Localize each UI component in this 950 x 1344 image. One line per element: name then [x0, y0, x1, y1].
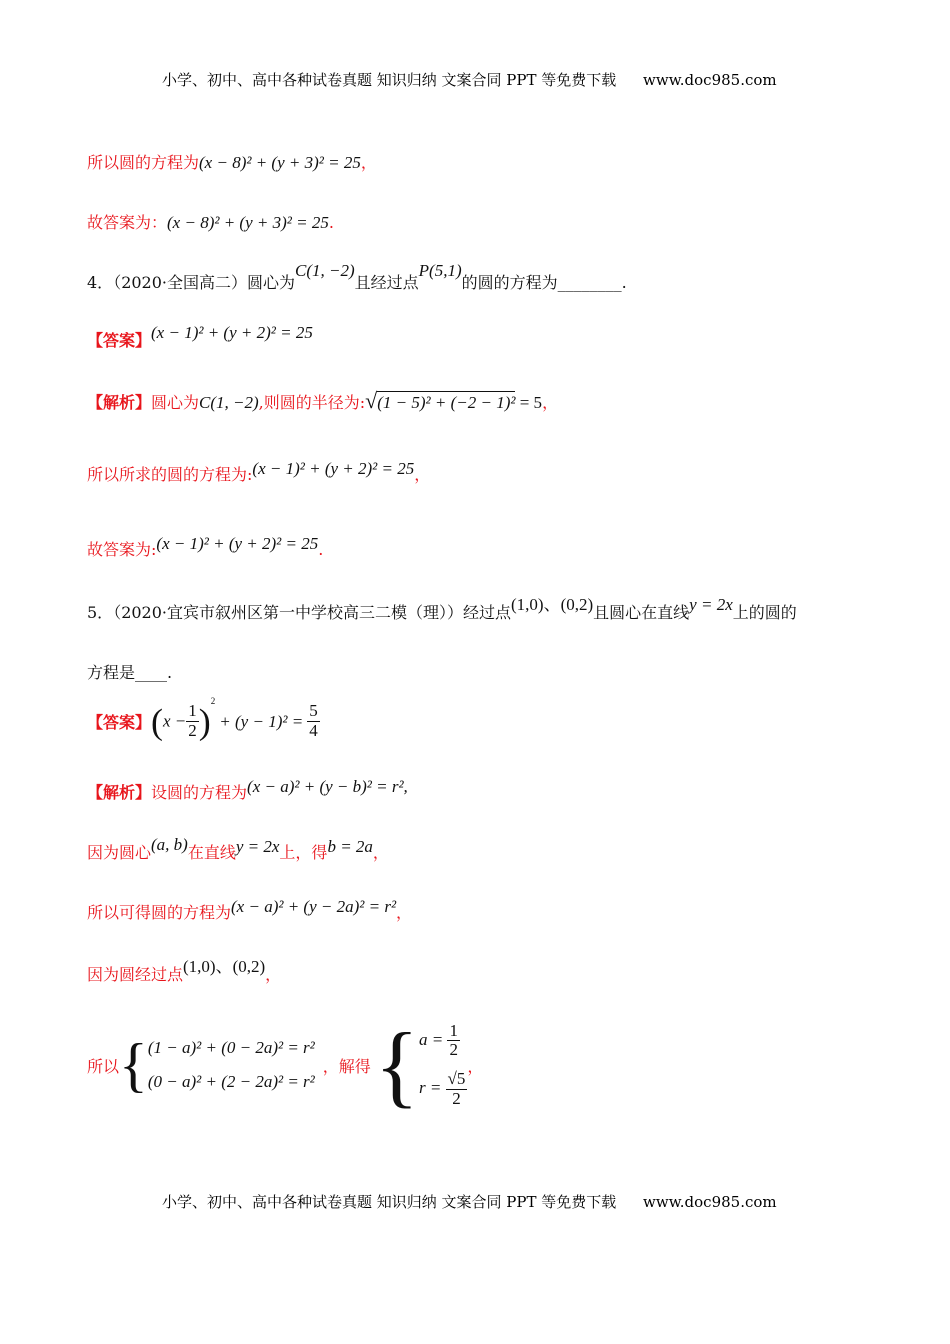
math-points: (1,0)、(0,2)	[511, 595, 594, 614]
line-text-2: 在直线	[187, 843, 236, 862]
punct: ，	[414, 465, 431, 484]
page-header	[162, 69, 777, 90]
math-expression: (x − a)² + (y − 2a)² = r²	[231, 897, 397, 916]
paren-left: (	[151, 701, 164, 742]
math-equation: b = 2a	[327, 837, 373, 856]
question-text-tail: 上的圆的	[732, 603, 797, 622]
math-expression: (x − a)² + (y − b)² = r²,	[247, 777, 408, 796]
punct: ，	[265, 965, 282, 984]
fraction-num: √5	[447, 1069, 466, 1088]
line-text: 设圆的方程为	[151, 783, 248, 802]
question-source: （2020·全国高二）圆心为	[113, 273, 295, 292]
question-text: 且圆心在直线	[593, 603, 690, 622]
question-text-tail: 的圆的方程为________.	[461, 273, 627, 292]
fraction-num: 1	[188, 701, 197, 721]
question-number: 4．	[87, 273, 114, 292]
math-expression: (x − 1)² + (y + 2)² = 25	[252, 459, 415, 478]
question-4	[87, 261, 627, 293]
solution-r	[419, 1070, 467, 1108]
fraction-radius	[307, 702, 320, 740]
analysis-label: 【解析】	[87, 393, 152, 412]
line-text-3: 上，得	[279, 843, 328, 862]
line-text-2: ,则圆的半径为:	[258, 393, 366, 412]
analysis-label: 【解析】	[87, 783, 152, 802]
line-text-2: ，解得	[322, 1056, 371, 1076]
fraction-num: 5	[309, 701, 318, 721]
punct: ，	[542, 393, 559, 412]
math-center: C(1, −2)	[199, 393, 259, 412]
analysis-5	[87, 777, 408, 803]
math-line: y = 2x	[689, 595, 733, 614]
line-equation-1	[87, 150, 377, 173]
line-answer-1	[87, 210, 334, 233]
fraction-half	[186, 702, 199, 740]
punct: ，	[360, 153, 377, 172]
header-left: 小学、初中、高中各种试卷真题 知识归纳 文案合同 PPT 等免费下载	[162, 71, 617, 89]
paren-right: )	[198, 701, 211, 742]
fraction-den: 4	[309, 721, 318, 740]
punct: .	[328, 213, 334, 232]
fraction-den: 2	[188, 721, 197, 740]
math-points: (1,0)、(0,2)	[183, 957, 266, 976]
sqrt-symbol: √	[365, 388, 378, 413]
line-through-points	[87, 957, 282, 985]
solution-r-lhs: r =	[418, 1078, 442, 1098]
brace-left: {	[119, 1031, 148, 1098]
fraction-den: 2	[449, 1040, 458, 1060]
punct: ，	[372, 843, 389, 862]
math-expression: (x − 1)² + (y + 2)² = 25	[156, 534, 319, 553]
page-footer	[162, 1191, 777, 1212]
math-x: x −	[163, 711, 187, 731]
line-text: 故答案为：	[87, 213, 168, 232]
punct: ，	[467, 1056, 484, 1076]
line-center-on-line	[87, 835, 389, 863]
math-expression: (x − 8)² + (y + 3)² = 25	[199, 153, 361, 172]
footer-left: 小学、初中、高中各种试卷真题 知识归纳 文案合同 PPT 等免费下载	[162, 1193, 617, 1211]
line-text: 所以所求的圆的方程为:	[87, 465, 253, 484]
fraction-num: 1	[449, 1020, 458, 1040]
line-answer-4	[87, 534, 324, 560]
answer-4	[87, 323, 313, 351]
line-text: 圆心为	[151, 393, 200, 412]
line-text: 因为圆经过点	[87, 965, 184, 984]
analysis-4	[87, 388, 558, 414]
line-equation-4	[87, 459, 431, 485]
question-text: 且经过点	[354, 273, 419, 292]
sqrt-expression: (1 − 5)² + (−2 − 1)²	[377, 393, 516, 412]
math-point: P(5,1)	[418, 261, 462, 280]
exponent: 2	[210, 696, 216, 706]
fraction-den: 2	[452, 1088, 461, 1108]
solution-a-lhs: a =	[418, 1029, 444, 1049]
math-center: C(1, −2)	[295, 261, 355, 280]
solution-a	[419, 1022, 467, 1060]
fraction-r	[446, 1070, 468, 1108]
math-expression: (x − 8)² + (y + 3)² = 25	[167, 213, 329, 232]
fraction-a	[447, 1022, 460, 1060]
system-eq-1: (1 − a)² + (0 − 2a)² = r²	[147, 1038, 315, 1057]
math-rest: + (y − 1)² =	[219, 711, 304, 731]
line-text: 所以	[87, 1056, 120, 1076]
line-text: 故答案为:	[87, 540, 157, 559]
answer-label: 【答案】	[87, 713, 152, 732]
header-right[interactable]: www.doc985.com	[643, 71, 777, 89]
line-circle-equation	[87, 897, 413, 923]
line-text: 所以可得圆的方程为	[87, 903, 232, 922]
line-text: 所以圆的方程为	[87, 153, 200, 172]
brace-solution: {	[374, 1014, 419, 1116]
equation-system	[148, 1031, 315, 1099]
solution-system	[419, 1022, 467, 1109]
system-eq-2: (0 − a)² + (2 − 2a)² = r²	[147, 1072, 315, 1091]
question-number: 5．	[87, 603, 114, 622]
question-5-line-2: 方程是____.	[87, 663, 173, 682]
punct: .	[318, 540, 324, 559]
question-source: （2020·宜宾市叙州区第一中学校高三二模（理））经过点	[113, 603, 511, 622]
punct: ，	[396, 903, 413, 922]
footer-right[interactable]: www.doc985.com	[643, 1193, 777, 1211]
question-5	[87, 595, 797, 623]
line-text: 因为圆心	[87, 843, 152, 862]
math-line: y = 2x	[235, 837, 280, 856]
answer-5	[87, 696, 320, 743]
answer-label: 【答案】	[87, 331, 152, 350]
math-center: (a, b)	[151, 835, 188, 854]
line-system	[87, 1010, 483, 1120]
math-equals: = 5	[515, 393, 543, 412]
math-expression: (x − 1)² + (y + 2)² = 25	[151, 323, 313, 342]
